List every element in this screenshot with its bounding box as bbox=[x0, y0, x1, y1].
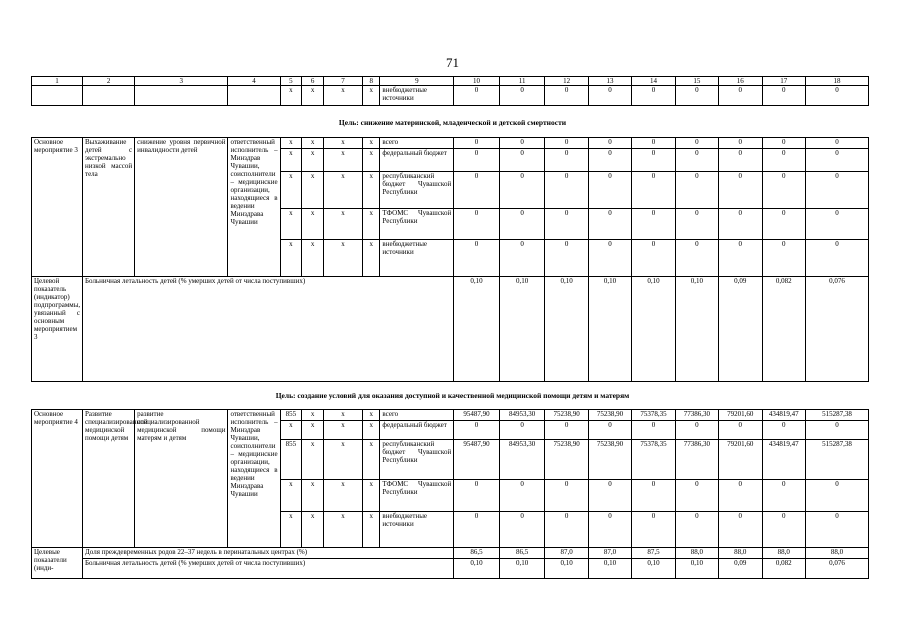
merged-c2-cell: Развитие специализированной медицинской помощи детям bbox=[83, 410, 135, 548]
value-cell: 0 bbox=[675, 480, 718, 512]
code-cell: x bbox=[323, 480, 362, 512]
value-cell: 0 bbox=[499, 138, 545, 149]
value-cell: 0,10 bbox=[499, 277, 545, 382]
value-cell: 0 bbox=[588, 209, 631, 240]
value-cell: 0,10 bbox=[545, 559, 588, 579]
value-cell: 87,0 bbox=[545, 548, 588, 559]
funding-source-cell: республиканский бюджет Чувашской Республики bbox=[380, 440, 454, 480]
code-cell: x bbox=[323, 209, 362, 240]
value-cell: 88,0 bbox=[805, 548, 868, 559]
value-cell: 0,076 bbox=[805, 277, 868, 382]
merged-c4-cell: ответственный исполнитель – Минздрав Чувашии, соисполнители – медицинские организации, находящиеся в ведении Минздрава Чувашии bbox=[228, 410, 280, 548]
code-cell: x bbox=[323, 440, 362, 480]
value-cell: 0 bbox=[762, 421, 805, 440]
code-cell: x bbox=[363, 172, 380, 209]
funding-source-cell: республиканский бюджет Чувашской Республики bbox=[380, 172, 454, 209]
value-cell: 0 bbox=[632, 86, 675, 106]
indicator-text-cell: Больничная летальность детей (% умерших детей от числа поступивших) bbox=[83, 559, 454, 579]
value-cell: 0 bbox=[454, 138, 500, 149]
value-cell: 0 bbox=[719, 86, 762, 106]
value-cell: 0 bbox=[762, 172, 805, 209]
code-cell: 855 bbox=[280, 410, 302, 421]
column-number-cell: 15 bbox=[675, 77, 718, 86]
value-cell: 0 bbox=[545, 149, 588, 172]
value-cell: 0 bbox=[719, 149, 762, 172]
value-cell: 0 bbox=[805, 421, 868, 440]
value-cell: 0 bbox=[499, 480, 545, 512]
code-cell: x bbox=[363, 440, 380, 480]
indicator-label-cell: Целевые показатели (инди- bbox=[32, 548, 83, 579]
code-cell: x bbox=[363, 421, 380, 440]
indicator-text-cell: Доля преждевременных родов 22–37 недель в перинатальных центрах (%) bbox=[83, 548, 454, 559]
code-cell: x bbox=[363, 480, 380, 512]
value-cell: 0 bbox=[632, 172, 675, 209]
page-number: 71 bbox=[446, 55, 459, 70]
code-cell: x bbox=[323, 240, 362, 277]
funding-source-cell: ТФОМС Чувашской Республики bbox=[380, 480, 454, 512]
value-cell: 0 bbox=[805, 138, 868, 149]
value-cell: 79201,60 bbox=[719, 440, 762, 480]
table-header-section bbox=[31, 76, 869, 106]
value-cell: 0,10 bbox=[454, 277, 500, 382]
value-cell: 0 bbox=[588, 421, 631, 440]
value-cell: 0,082 bbox=[762, 559, 805, 579]
value-cell: 87,5 bbox=[632, 548, 675, 559]
code-cell: x bbox=[302, 240, 324, 277]
value-cell: 0 bbox=[632, 240, 675, 277]
value-cell: 0 bbox=[762, 86, 805, 106]
indicator-text-cell: Больничная летальность детей (% умерших детей от числа поступивших) bbox=[83, 277, 454, 382]
code-cell: x bbox=[323, 512, 362, 548]
value-cell: 0,082 bbox=[762, 277, 805, 382]
value-cell: 0 bbox=[545, 421, 588, 440]
value-cell: 0 bbox=[719, 512, 762, 548]
value-cell: 0 bbox=[632, 209, 675, 240]
value-cell: 79201,60 bbox=[719, 410, 762, 421]
column-number-cell: 3 bbox=[135, 77, 228, 86]
funding-source-cell: федеральный бюджет bbox=[380, 421, 454, 440]
funding-source-cell: ТФОМС Чувашской Республики bbox=[380, 209, 454, 240]
value-cell: 0 bbox=[762, 138, 805, 149]
value-cell: 0 bbox=[499, 512, 545, 548]
column-number-cell: 11 bbox=[499, 77, 545, 86]
value-cell: 0 bbox=[805, 86, 868, 106]
value-cell: 0 bbox=[454, 240, 500, 277]
value-cell: 0 bbox=[545, 512, 588, 548]
value-cell: 95487,90 bbox=[454, 440, 500, 480]
funding-source-cell: всего bbox=[380, 410, 454, 421]
merged-c1-cell: Основное мероприятие 3 bbox=[32, 138, 83, 277]
funding-source-cell: внебюджетные источники bbox=[380, 86, 454, 106]
code-cell: x bbox=[302, 410, 324, 421]
value-cell: 84953,30 bbox=[499, 410, 545, 421]
value-cell: 0 bbox=[454, 209, 500, 240]
value-cell: 0 bbox=[499, 421, 545, 440]
value-cell: 0 bbox=[805, 480, 868, 512]
value-cell: 75238,90 bbox=[545, 410, 588, 421]
code-cell: x bbox=[302, 512, 324, 548]
goal-heading: Цель: снижение материнской, младенческой и детской смертности bbox=[338, 118, 567, 127]
column-number-cell: 9 bbox=[380, 77, 454, 86]
column-number-cell: 17 bbox=[762, 77, 805, 86]
value-cell: 87,0 bbox=[588, 548, 631, 559]
value-cell: 0 bbox=[588, 480, 631, 512]
value-cell: 0 bbox=[588, 240, 631, 277]
column-number-cell: 14 bbox=[632, 77, 675, 86]
value-cell: 88,0 bbox=[762, 548, 805, 559]
code-cell: x bbox=[323, 149, 362, 172]
value-cell: 0 bbox=[545, 172, 588, 209]
value-cell: 0 bbox=[675, 138, 718, 149]
indicator-row bbox=[32, 548, 869, 559]
code-cell: x bbox=[280, 209, 302, 240]
column-number-cell: 5 bbox=[280, 77, 302, 86]
code-cell: x bbox=[302, 440, 324, 480]
value-cell: 0 bbox=[675, 512, 718, 548]
empty-cell bbox=[135, 86, 228, 106]
value-cell: 0 bbox=[454, 421, 500, 440]
value-cell: 0 bbox=[588, 138, 631, 149]
code-cell: x bbox=[302, 149, 324, 172]
value-cell: 88,0 bbox=[719, 548, 762, 559]
value-cell: 0 bbox=[545, 240, 588, 277]
column-number-cell: 1 bbox=[32, 77, 83, 86]
code-cell: x bbox=[363, 512, 380, 548]
code-cell: x bbox=[302, 209, 324, 240]
funding-source-cell: федеральный бюджет bbox=[380, 149, 454, 172]
code-cell: x bbox=[323, 172, 362, 209]
value-cell: 0 bbox=[545, 209, 588, 240]
table-row bbox=[32, 86, 869, 106]
value-cell: 86,5 bbox=[454, 548, 500, 559]
value-cell: 0 bbox=[719, 138, 762, 149]
column-number-row bbox=[32, 77, 869, 86]
value-cell: 0,10 bbox=[632, 277, 675, 382]
column-number-cell: 2 bbox=[83, 77, 135, 86]
indicator-row bbox=[32, 559, 869, 579]
value-cell: 0 bbox=[454, 512, 500, 548]
empty-cell bbox=[228, 86, 280, 106]
value-cell: 0 bbox=[762, 149, 805, 172]
code-cell: x bbox=[363, 149, 380, 172]
value-cell: 0 bbox=[805, 240, 868, 277]
value-cell: 75378,35 bbox=[632, 410, 675, 421]
value-cell: 0 bbox=[719, 240, 762, 277]
value-cell: 0 bbox=[675, 421, 718, 440]
value-cell: 0,10 bbox=[545, 277, 588, 382]
value-cell: 0 bbox=[454, 480, 500, 512]
value-cell: 86,5 bbox=[499, 548, 545, 559]
value-cell: 0 bbox=[805, 172, 868, 209]
value-cell: 75238,90 bbox=[588, 410, 631, 421]
column-number-cell: 6 bbox=[302, 77, 324, 86]
empty-cell bbox=[83, 86, 135, 106]
table-row bbox=[32, 138, 869, 149]
value-cell: 515287,38 bbox=[805, 440, 868, 480]
value-cell: 0 bbox=[632, 149, 675, 172]
column-number-cell: 16 bbox=[719, 77, 762, 86]
value-cell: 77386,30 bbox=[675, 440, 718, 480]
value-cell: 0 bbox=[588, 86, 631, 106]
code-cell: x bbox=[323, 421, 362, 440]
indicator-label-cell: Целевой показатель (индикатор) подпрограммы, увязанный с основным мероприятием 3 bbox=[32, 277, 83, 382]
value-cell: 0 bbox=[719, 172, 762, 209]
value-cell: 0 bbox=[719, 421, 762, 440]
column-number-cell: 12 bbox=[545, 77, 588, 86]
column-number-cell: 10 bbox=[454, 77, 500, 86]
table-row bbox=[32, 410, 869, 421]
value-cell: 0,09 bbox=[719, 277, 762, 382]
code-cell: x bbox=[280, 149, 302, 172]
value-cell: 95487,90 bbox=[454, 410, 500, 421]
value-cell: 0 bbox=[632, 421, 675, 440]
table-block-2 bbox=[31, 409, 869, 579]
column-number-cell: 7 bbox=[323, 77, 362, 86]
column-number-cell: 13 bbox=[588, 77, 631, 86]
merged-c3-cell: развитие специализированной медицинской помощи матерям и детям bbox=[135, 410, 228, 548]
code-cell: x bbox=[280, 138, 302, 149]
value-cell: 0,10 bbox=[632, 559, 675, 579]
code-cell: x bbox=[363, 138, 380, 149]
value-cell: 0 bbox=[719, 209, 762, 240]
value-cell: 0 bbox=[545, 480, 588, 512]
value-cell: 0,076 bbox=[805, 559, 868, 579]
value-cell: 0 bbox=[675, 209, 718, 240]
merged-c3-cell: снижение уровня первичной инвалидности детей bbox=[135, 138, 228, 277]
value-cell: 88,0 bbox=[675, 548, 718, 559]
value-cell: 0 bbox=[762, 209, 805, 240]
column-number-cell: 4 bbox=[228, 77, 280, 86]
value-cell: 0 bbox=[454, 86, 500, 106]
value-cell: 0,09 bbox=[719, 559, 762, 579]
value-cell: 515287,38 bbox=[805, 410, 868, 421]
value-cell: 0,10 bbox=[675, 559, 718, 579]
value-cell: 0 bbox=[805, 512, 868, 548]
value-cell: 0 bbox=[588, 172, 631, 209]
value-cell: 0 bbox=[588, 149, 631, 172]
code-cell: x bbox=[280, 86, 302, 106]
value-cell: 0,10 bbox=[675, 277, 718, 382]
value-cell: 0,10 bbox=[454, 559, 500, 579]
value-cell: 0 bbox=[762, 480, 805, 512]
code-cell: x bbox=[363, 86, 380, 106]
code-cell: x bbox=[302, 421, 324, 440]
merged-c1-cell: Основное мероприятие 4 bbox=[32, 410, 83, 548]
value-cell: 0 bbox=[632, 512, 675, 548]
code-cell: x bbox=[302, 138, 324, 149]
funding-source-cell: внебюджетные источники bbox=[380, 512, 454, 548]
value-cell: 0 bbox=[675, 149, 718, 172]
value-cell: 0 bbox=[762, 512, 805, 548]
indicator-row bbox=[32, 277, 869, 382]
value-cell: 0 bbox=[499, 172, 545, 209]
value-cell: 0 bbox=[499, 209, 545, 240]
value-cell: 0 bbox=[719, 480, 762, 512]
column-number-cell: 8 bbox=[363, 77, 380, 86]
funding-source-cell: всего bbox=[380, 138, 454, 149]
value-cell: 0,10 bbox=[588, 277, 631, 382]
value-cell: 0 bbox=[675, 240, 718, 277]
value-cell: 0 bbox=[454, 149, 500, 172]
code-cell: x bbox=[363, 240, 380, 277]
code-cell: x bbox=[280, 240, 302, 277]
value-cell: 0 bbox=[805, 209, 868, 240]
value-cell: 0 bbox=[545, 86, 588, 106]
merged-c4-cell: ответственный исполнитель – Минздрав Чувашии, соисполнители – медицинские организации, находящиеся в ведении Минздрава Чувашии bbox=[228, 138, 280, 277]
code-cell: x bbox=[280, 480, 302, 512]
value-cell: 0 bbox=[675, 86, 718, 106]
value-cell: 0 bbox=[805, 149, 868, 172]
code-cell: x bbox=[302, 86, 324, 106]
code-cell: x bbox=[302, 480, 324, 512]
value-cell: 434819,47 bbox=[762, 440, 805, 480]
code-cell: 855 bbox=[280, 440, 302, 480]
value-cell: 434819,47 bbox=[762, 410, 805, 421]
code-cell: x bbox=[302, 172, 324, 209]
value-cell: 0 bbox=[499, 149, 545, 172]
empty-cell bbox=[32, 86, 83, 106]
value-cell: 0 bbox=[454, 172, 500, 209]
value-cell: 0 bbox=[632, 480, 675, 512]
value-cell: 0 bbox=[545, 138, 588, 149]
code-cell: x bbox=[363, 209, 380, 240]
value-cell: 0 bbox=[762, 240, 805, 277]
value-cell: 0 bbox=[499, 86, 545, 106]
value-cell: 0 bbox=[675, 172, 718, 209]
code-cell: x bbox=[280, 421, 302, 440]
code-cell: x bbox=[323, 410, 362, 421]
value-cell: 0,10 bbox=[588, 559, 631, 579]
value-cell: 0 bbox=[499, 240, 545, 277]
value-cell: 84953,30 bbox=[499, 440, 545, 480]
column-number-cell: 18 bbox=[805, 77, 868, 86]
value-cell: 77386,30 bbox=[675, 410, 718, 421]
value-cell: 0 bbox=[588, 512, 631, 548]
value-cell: 75378,35 bbox=[632, 440, 675, 480]
table-block-1 bbox=[31, 137, 869, 382]
code-cell: x bbox=[323, 86, 362, 106]
code-cell: x bbox=[323, 138, 362, 149]
code-cell: x bbox=[280, 512, 302, 548]
code-cell: x bbox=[280, 172, 302, 209]
value-cell: 0,10 bbox=[499, 559, 545, 579]
funding-source-cell: внебюджетные источники bbox=[380, 240, 454, 277]
value-cell: 0 bbox=[632, 138, 675, 149]
merged-c2-cell: Выхаживание детей с экстремально низкой массой тела bbox=[83, 138, 135, 277]
code-cell: x bbox=[363, 410, 380, 421]
value-cell: 75238,90 bbox=[545, 440, 588, 480]
goal-heading-2: Цель: создание условий для оказания доступной и качественной медицинской помощи детям и матерям bbox=[275, 391, 630, 400]
value-cell: 75238,90 bbox=[588, 440, 631, 480]
